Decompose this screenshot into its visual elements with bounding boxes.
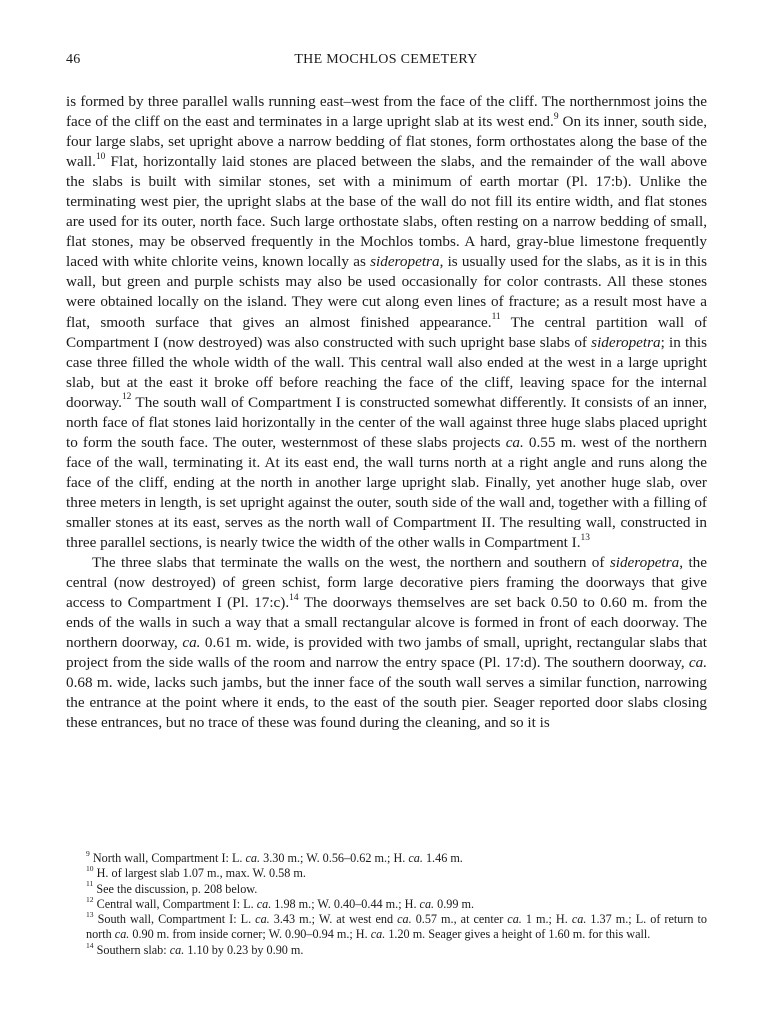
italic-term: ca.: [245, 851, 261, 865]
footnote-ref: 9: [86, 848, 90, 858]
italic-term: ca.: [571, 912, 587, 927]
footnote: [66, 866, 707, 881]
footnote-ref: 12: [121, 392, 132, 403]
italic-term: ca.: [256, 896, 272, 911]
text-run: 0.99 m.: [434, 896, 475, 911]
text-run: Southern slab:: [93, 942, 170, 957]
italic-term: ca.: [408, 851, 423, 865]
italic-term: ca.: [688, 654, 707, 672]
text-run: , the central (now destroyed) of green schist, form large decorative piers framing the doorways that give access to Compartment I (Pl. 17:c).: [66, 554, 707, 612]
footnote-ref: 14: [86, 940, 94, 950]
text-run: 1.20 m. Seager gives a height of 1.60 m. for this wall.: [385, 927, 651, 942]
text-run: 1.10 by 0.23 by 0.90 m.: [184, 942, 304, 957]
italic-term: ca.: [114, 927, 130, 942]
text-run: 1.37 m.; L. of return to north: [86, 912, 708, 942]
body-text: [66, 92, 707, 734]
footnote-ref: 13: [580, 532, 590, 543]
text-run: 0.57 m., at center: [411, 912, 508, 927]
text-run: Central wall, Compartment I: L.: [93, 896, 257, 911]
text-run: H. of largest slab 1.07 m., max. W. 0.58 m.: [93, 866, 306, 881]
italic-term: sideropetra: [370, 253, 440, 271]
running-title: THE MOCHLOS CEMETERY: [294, 52, 478, 67]
italic-term: ca.: [169, 942, 185, 957]
footnote-ref: 12: [86, 894, 94, 904]
running-head: [66, 52, 706, 72]
italic-term: ca.: [255, 912, 270, 927]
footnote-ref: 10: [86, 864, 94, 874]
footnotes: [66, 848, 708, 958]
text-run: Flat, horizontally laid stones are placed between the slabs, and the remainder of the wall above the slabs is built with similar stones, set with a minimum of earth mortar (Pl. 17:b). Unlike the terminating west pier, the upright slabs at the base of the wall do not fill its entire width, and flat stones are used for its outer, north face. Such large orthostate slabs, often resting on a narrow bedding of small, flat stones, may be observed frequently in the Mochlos tombs. A hard, gray-blue limestone frequently laced with white chlorite veins, known locally as: [66, 153, 707, 271]
footnote-ref: 10: [95, 151, 106, 162]
paragraph: [66, 553, 707, 733]
text-run: 0.90 m. from inside corner; W. 0.90–0.94 m.; H.: [129, 927, 371, 942]
text-run: North wall, Compartment I: L.: [89, 851, 246, 865]
italic-term: ca.: [370, 927, 386, 942]
text-run: See the discussion, p. 208 below.: [93, 881, 258, 896]
footnote-ref: 11: [491, 312, 501, 323]
text-run: On its inner, south side, four large slabs, set upright above a narrow bedding of flat stones, form orthostates along the base of the wall.: [66, 113, 707, 171]
text-run: The south wall of Compartment I is constructed somewhat differently. It consists of an inner, north face of flat stones laid horizontally in the center of the wall against three huge slabs placed upright to form the south face. The outer, westernmost of these slabs projects: [66, 393, 707, 451]
italic-term: ca.: [397, 912, 412, 927]
footnote-ref: 9: [553, 111, 559, 122]
footnote: [66, 848, 707, 866]
italic-term: ca.: [505, 433, 524, 451]
text-run: 3.43 m.; W. at west end: [269, 912, 398, 927]
italic-term: ca.: [419, 896, 435, 911]
text-run: 1 m.; H.: [521, 912, 572, 927]
italic-term: ca.: [182, 634, 201, 652]
footnote-ref: 13: [86, 910, 94, 919]
page-number: 46: [66, 52, 81, 67]
text-run: is formed by three parallel walls running east–west from the face of the cliff. The northernmost joins the face of the cliff on the east and terminates in a large upright slab at its west end.: [66, 93, 707, 131]
text-run: South wall, Compartment I: L.: [93, 912, 256, 927]
text-run: The three slabs that terminate the walls on the west, the northern and southern of: [92, 554, 610, 572]
footnote: [66, 894, 707, 912]
italic-term: sideropetra: [591, 333, 661, 351]
footnote: [66, 879, 707, 897]
footnote-ref: 11: [86, 879, 94, 889]
text-run: 0.61 m. wide, is provided with two jambs of small, upright, rectangular slabs that project from the side walls of the room and narrow the entry space (Pl. 17:d). The southern doorway,: [66, 634, 708, 672]
footnote: [66, 912, 707, 943]
italic-term: ca.: [507, 912, 522, 927]
footnote: [66, 940, 707, 958]
text-run: 1.46 m.: [422, 851, 463, 865]
text-run: The doorways themselves are set back 0.50 to 0.60 m. from the ends of the walls in such a way that a small rectangular alcove is formed in front of each doorway. The northern doorway,: [66, 594, 708, 652]
italic-term: sideropetra: [609, 554, 680, 572]
footnote-ref: 14: [289, 592, 299, 603]
text-run: 0.55 m. west of the northern face of the wall, terminating it. At its east end, the wall turns north at a right angle and runs along the face of the cliff, ending at the north in another large upright slab. Finally, yet another huge slab, over three meters in length, is set upright against the outer, south side of the wall and, together with a filling of smaller stones at its east, serves as the north wall of Compartment II. The resulting wall, constructed in three parallel sections, is nearly twice the width of the other walls in Compartment I.: [66, 433, 708, 552]
text-run: , is usually used for the slabs, as it is in this wall, but green and purple schists may also be used occasionally for color contrasts. All these stones were obtained locally on the island. They were cut along even lines of fracture; as a result most have a flat, smooth surface that gives an almost finished appearance.: [66, 253, 707, 331]
text-run: The central partition wall of Compartment I (now destroyed) was also constructed with such upright base slabs of: [66, 313, 707, 351]
text-run: 3.30 m.; W. 0.56–0.62 m.; H.: [260, 851, 409, 865]
text-run: ; in this case three filled the whole width of the wall. This central wall also ended at the west in a large upright slab, but at the east it broke off before reaching the face of the cliff, leaving space for the internal doorway.: [66, 333, 707, 411]
text-run: 0.68 m. wide, lacks such jambs, but the inner face of the south wall serves a similar function, narrowing the entrance at the point where it ends, to the east of the south pier. Seager reported door slabs closing these entrances, but no trace of these was found during the cleaning, and so it is: [66, 674, 707, 732]
paragraph: [66, 92, 707, 553]
text-run: 1.98 m.; W. 0.40–0.44 m.; H.: [271, 896, 420, 911]
